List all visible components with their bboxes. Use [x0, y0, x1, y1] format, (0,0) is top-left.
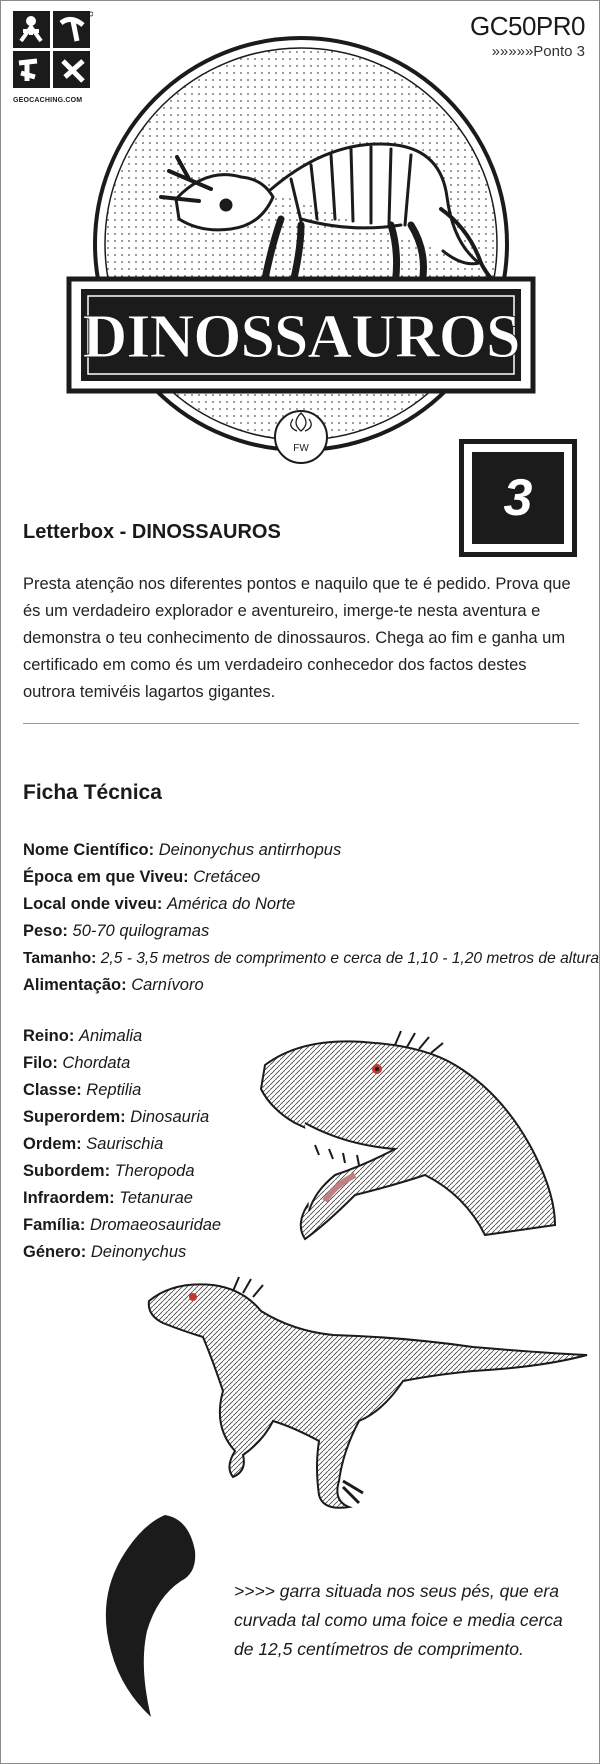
taxonomy-value: Theropoda — [114, 1162, 195, 1180]
taxonomy-row — [23, 1077, 221, 1104]
taxonomy-list — [23, 1023, 221, 1266]
taxonomy-label: Infraordem: — [23, 1189, 115, 1207]
fact-row — [23, 837, 599, 864]
taxonomy-value: Saurischia — [86, 1135, 164, 1153]
dinosaur-emblem — [1, 29, 600, 469]
point-label: »»»»»Ponto 3 — [491, 43, 585, 60]
ficha-title: Ficha Técnica — [23, 781, 162, 804]
fact-row — [23, 972, 599, 999]
claw-caption: >>>> garra situada nos seus pés, que era curvada tal como uma foice e media cerca de 12,5 centímetros de comprimento. — [234, 1581, 563, 1659]
geocaching-logo-text: GEOCACHING.COM — [13, 97, 83, 104]
taxonomy-row — [23, 1158, 221, 1185]
taxonomy-label: Género: — [23, 1243, 87, 1261]
taxonomy-value: Deinonychus — [90, 1243, 187, 1261]
letterbox-title: Letterbox - DINOSSAUROS — [23, 521, 281, 543]
fact-label: Nome Científico: — [23, 841, 155, 859]
fact-label: Peso: — [23, 922, 68, 940]
taxonomy-row — [23, 1212, 221, 1239]
taxonomy-label: Classe: — [23, 1081, 82, 1099]
fact-row — [23, 864, 599, 891]
taxonomy-row — [23, 1185, 221, 1212]
section-divider — [23, 723, 579, 724]
fact-value: Carnívoro — [131, 976, 204, 994]
taxonomy-label: Filo: — [23, 1054, 58, 1072]
taxonomy-value: Dinosauria — [130, 1108, 210, 1126]
cache-code: GC50PR0 — [470, 11, 585, 41]
taxonomy-value: Dromaeosauridae — [89, 1216, 222, 1234]
taxonomy-row — [23, 1050, 221, 1077]
fact-value: Deinonychus antirrhopus — [158, 841, 342, 859]
fact-row — [23, 945, 599, 972]
intro-paragraph: Presta atenção nos diferentes pontos e naquilo que te é pedido. Prova que és um verdadeiro explorador e aventureiro, imerge-te nesta aventura e demonstra o teu conhecimento de dinossauros. Chega ao fim e ganha um certificado em como és um verdadeiro conhecedor dos factos destes outrora temivéis lagartos gigantes. — [23, 575, 571, 701]
taxonomy-label: Reino: — [23, 1027, 75, 1045]
taxonomy-row — [23, 1239, 221, 1266]
facts-list — [23, 837, 599, 999]
fact-row — [23, 891, 599, 918]
taxonomy-value: Animalia — [78, 1027, 143, 1045]
deinonychus-head-illustration — [245, 1025, 565, 1251]
taxonomy-label: Família: — [23, 1216, 86, 1234]
fw-badge — [275, 411, 327, 463]
fact-value: 50-70 quilogramas — [72, 922, 210, 940]
taxonomy-row — [23, 1131, 221, 1158]
fact-value: 2,5 - 3,5 metros de comprimento e cerca de 1,10 - 1,20 metros de altura — [100, 950, 600, 967]
taxonomy-value: Reptilia — [86, 1081, 142, 1099]
fw-badge-text: FW — [293, 443, 309, 454]
emblem-title: DINOSSAUROS — [82, 303, 520, 371]
taxonomy-label: Ordem: — [23, 1135, 82, 1153]
point-number: 3 — [472, 452, 564, 544]
taxonomy-value: Tetanurae — [119, 1189, 193, 1207]
taxonomy-value: Chordata — [62, 1054, 131, 1072]
fact-label: Época em que Viveu: — [23, 868, 189, 886]
deinonychus-body-illustration — [143, 1271, 589, 1517]
fact-label: Tamanho: — [23, 950, 97, 967]
fact-label: Local onde viveu: — [23, 895, 163, 913]
claw-illustration — [85, 1511, 201, 1721]
fact-value: Cretáceo — [193, 868, 261, 886]
taxonomy-row — [23, 1104, 221, 1131]
fact-label: Alimentação: — [23, 976, 127, 994]
fact-value: América do Norte — [166, 895, 296, 913]
point-number-box — [459, 439, 577, 557]
taxonomy-label: Superordem: — [23, 1108, 126, 1126]
taxonomy-label: Subordem: — [23, 1162, 111, 1180]
fact-row — [23, 918, 599, 945]
taxonomy-row — [23, 1023, 221, 1050]
